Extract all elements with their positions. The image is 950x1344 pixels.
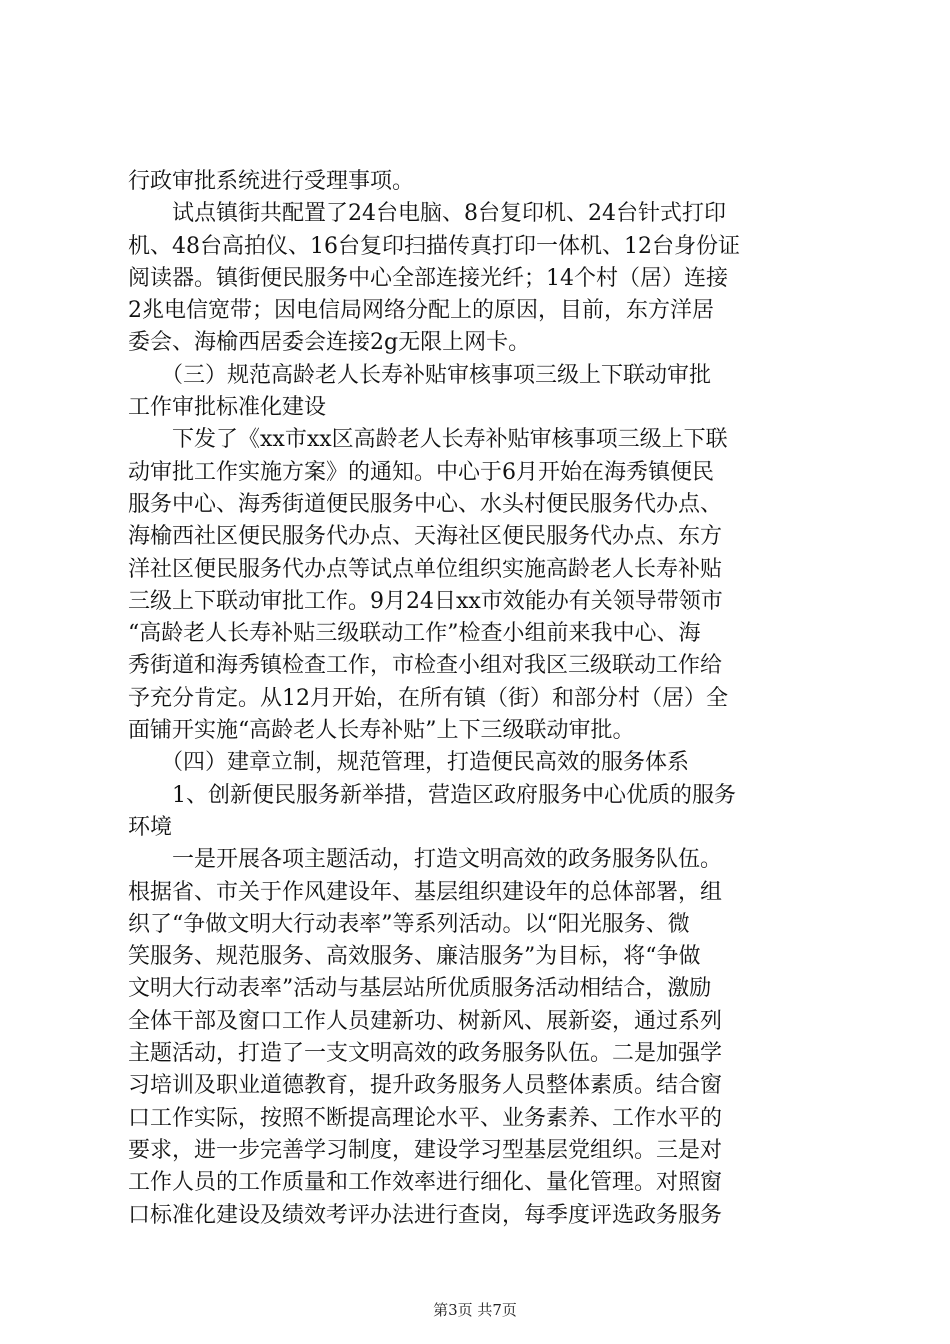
text-line: 动审批工作实施方案》的通知。中心于6月开始在海秀镇便民 [128,459,714,485]
text-line: 习培训及职业道德教育，提升政务服务人员整体素质。结合窗 [128,1073,723,1099]
subsection-heading-line: 1、创新便民服务新举措，营造区政府服务中心优质的服务 [128,782,736,808]
section-heading-line: （四）建章立制，规范管理，打造便民高效的服务体系 [128,750,690,776]
text-line: 要求，进一步完善学习制度，建设学习型基层党组织。三是对 [128,1137,723,1163]
text-line: 行政审批系统进行受理事项。 [128,169,415,194]
text-line: 织了“争做文明大行动表率”等系列活动。以“阳光服务、微 [128,911,690,937]
text-line: 口标准化建设及绩效考评办法进行查岗，每季度评选政务服务 [128,1202,723,1228]
text-line: 机、48台高拍仪、16台复印扫描传真打印一体机、12台身份证 [128,233,740,259]
section-heading-line: （三）规范高龄老人长寿补贴审核事项三级上下联动审批 [128,362,712,388]
text-line: 海榆西社区便民服务代办点、天海社区便民服务代办点、东方 [128,524,723,550]
text-line: 试点镇街共配置了24台电脑、8台复印机、24台针式打印 [128,201,726,227]
text-line: 委会、海榆西居委会连接2g无限上网卡。 [128,330,531,356]
text-line: 面铺开实施“高龄老人长寿补贴”上下三级联动审批。 [128,718,635,744]
text-line: 笑服务、规范服务、高效服务、廉洁服务”为目标，将“争做 [128,944,701,970]
subsection-heading-line: 环境 [128,814,173,840]
text-line: 洋社区便民服务代办点等试点单位组织实施高龄老人长寿补贴 [128,556,723,582]
text-line: 2兆电信宽带；因电信局网络分配上的原因，目前，东方洋居 [128,298,714,324]
text-line: 口工作实际，按照不断提高理论水平、业务素养、工作水平的 [128,1105,723,1131]
text-line: 根据省、市关于作风建设年、基层组织建设年的总体部署，组 [128,879,723,905]
text-line: 阅读器。镇街便民服务中心全部连接光纤；14个村（居）连接 [128,265,728,291]
text-line: 全体干部及窗口工作人员建新功、树新风、展新姿，通过系列 [128,1008,723,1034]
text-line: “高龄老人长寿补贴三级联动工作”检查小组前来我中心、海 [128,621,701,647]
page-number-footer: 第3页 共7页 [433,1301,517,1319]
document-body [128,166,828,1232]
text-line: 三级上下联动审批工作。9月24日xx市效能办有关领导带领市 [128,588,723,614]
text-line: 文明大行动表率”活动与基层站所优质服务活动相结合，激励 [128,976,712,1002]
text-line: 秀街道和海秀镇检查工作，市检查小组对我区三级联动工作给 [128,653,723,679]
text-line: 一是开展各项主题活动，打造文明高效的政务服务队伍。 [128,847,723,873]
text-line: 予充分肯定。从12月开始，在所有镇（街）和部分村（居）全 [128,685,728,711]
text-line: 下发了《xx市xx区高龄老人长寿补贴审核事项三级上下联 [128,427,728,453]
section-heading-line: 工作审批标准化建设 [128,395,327,421]
text-line: 工作人员的工作质量和工作效率进行细化、量化管理。对照窗 [128,1170,723,1196]
text-line: 服务中心、海秀街道便民服务中心、水头村便民服务代办点、 [128,491,723,517]
text-line: 主题活动，打造了一支文明高效的政务服务队伍。二是加强学 [128,1041,723,1067]
